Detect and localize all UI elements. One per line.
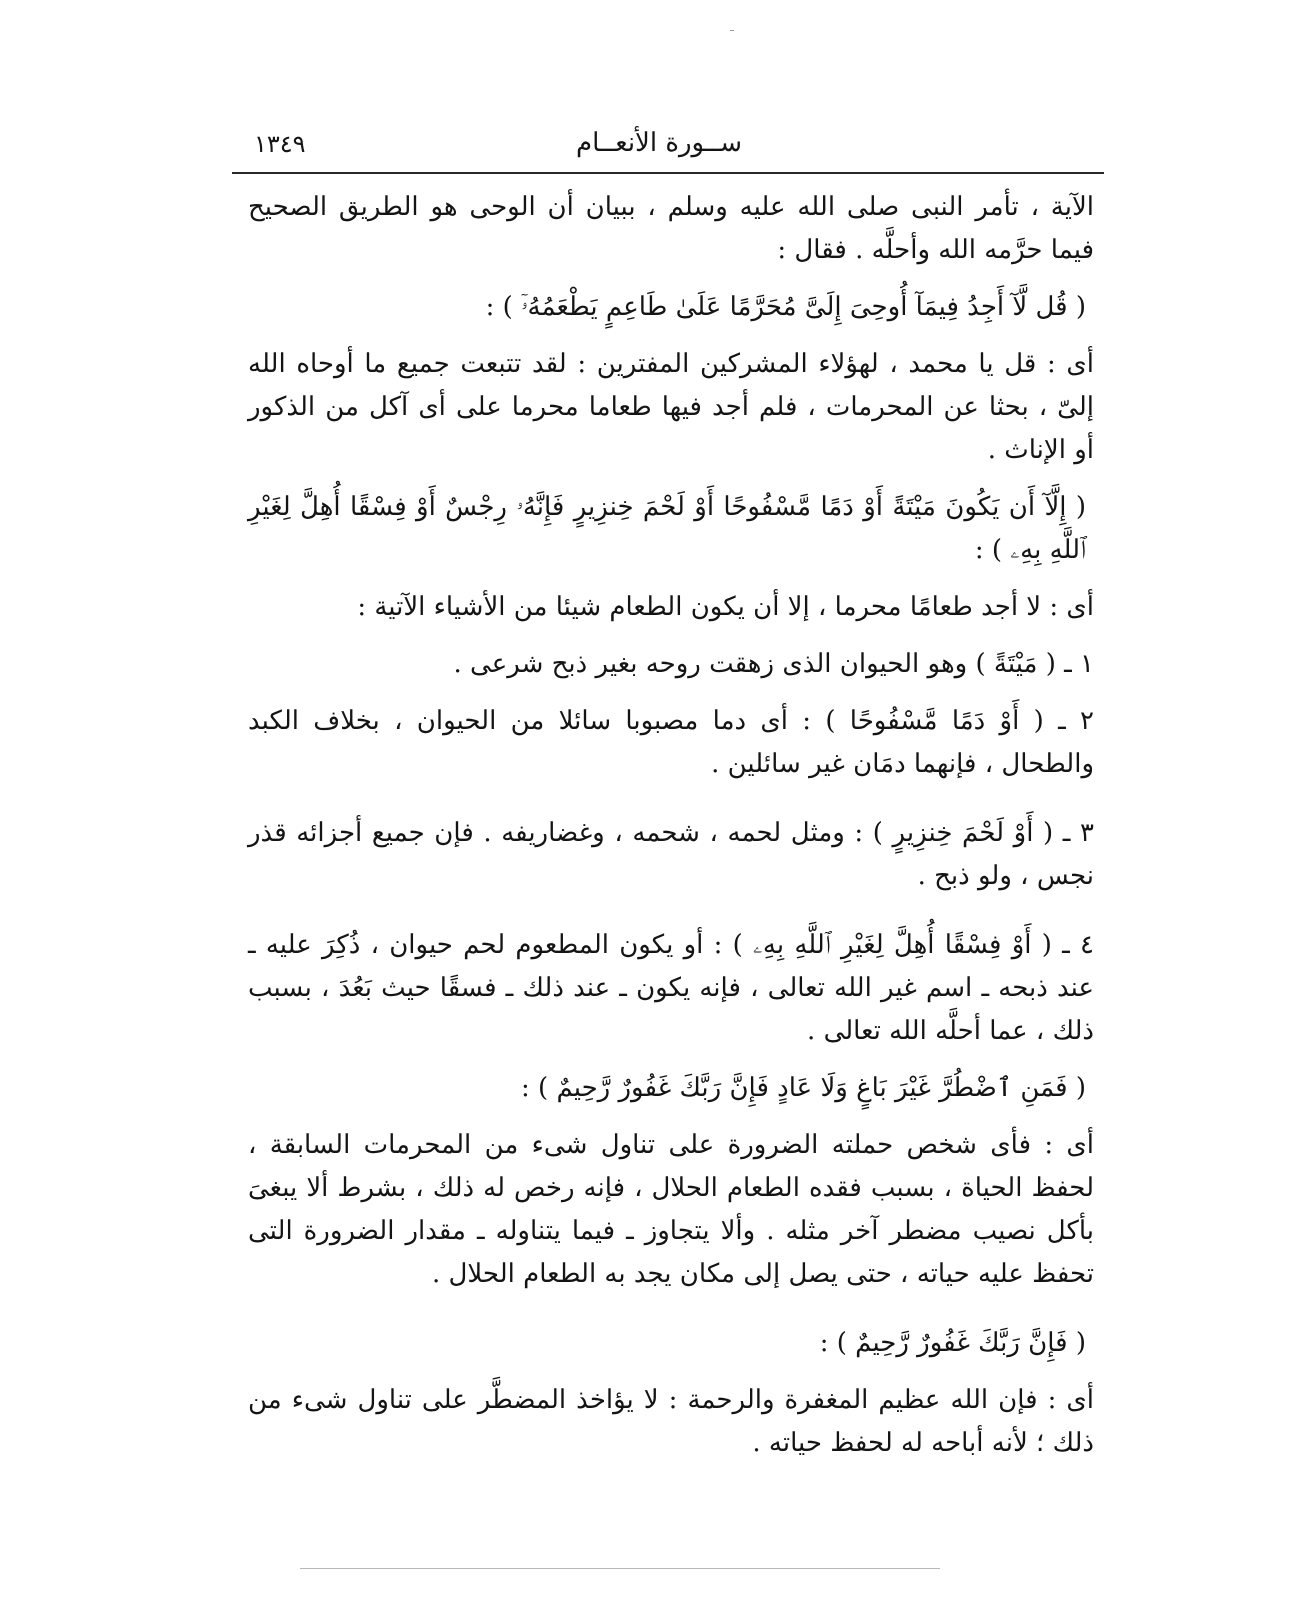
list-item-4: ٤ ـ ( أَوْ فِسْقًا أُهِلَّ لِغَيْرِ ٱللَّهِ بِهِۦ ) : أو يكون المطعوم لحم حيوان ، ذُكِرَ عليه ـ عند ذبحه ـ اسم غير الله تعالى ، فإنه يكون ـ عند ذلك ـ فسقًا حيث بَعُدَ ، بسبب ذلك ، عما أحلَّه الله تعالى . xyxy=(248,930,1094,1046)
surah-title: ســورة الأنعــام xyxy=(576,128,742,158)
list-item-3: ٣ ـ ( أَوْ لَحْمَ خِنزِيرٍ ) : ومثل لحمه ، شحمه ، وغضاريفه . فإن جميع أجزائه قذر نجس ، ولو ذبح . xyxy=(248,818,1094,891)
paragraph-explanation-3: أى : فأى شخص حملته الضرورة على تناول شىء من المحرمات السابقة ، لحفظ الحياة ، بسبب فقده الطعام الحلال ، فإنه رخص له ذلك ، بشرط ألا يبغىَ بأكل نصيب مضطر آخر مثله . وألا يتجاوز ـ فيما يتناوله ـ مقدار الضرورة التى تحفظ عليه حياته ، حتى يصل إلى مكان يجد به الطعام الحلال . xyxy=(248,1130,1094,1289)
page-header xyxy=(232,128,1102,168)
scan-speck xyxy=(730,30,734,31)
verse-quote-3: ( فَمَنِ ٱضْطُرَّ غَيْرَ بَاغٍ وَلَا عَادٍ فَإِنَّ رَبَّكَ غَفُورٌ رَّحِيمٌ ) : xyxy=(521,1073,1086,1103)
verse-quote-2: ( إِلَّآ أَن يَكُونَ مَيْتَةً أَوْ دَمًا مَّسْفُوحًا أَوْ لَحْمَ خِنزِيرٍ فَإِنَّهُۥ رِجْسٌ أَوْ فِسْقًا أُهِلَّ لِغَيْرِ ٱللَّهِ بِهِۦ ) : xyxy=(248,492,1086,565)
paragraph-intro: الآية ، تأمر النبى صلى الله عليه وسلم ، ببيان أن الوحى هو الطريق الصحيح فيما حرَّمه الله وأحلَّه . فقال : xyxy=(248,192,1094,265)
paragraph-explanation-1: أى : قل يا محمد ، لهؤلاء المشركين المفترين : لقد تتبعت جميع ما أوحاه الله إلىّ ، بحثا عن المحرمات ، فلم أجد فيها طعاما محرما على أى آكل من الذكور أو الإناث . xyxy=(248,349,1094,465)
verse-quote-1: ( قُل لَّآ أَجِدُ فِيمَآ أُوحِىَ إِلَىَّ مُحَرَّمًا عَلَىٰ طَاعِمٍ يَطْعَمُهُۥٓ ) : xyxy=(485,292,1086,322)
list-item-2: ٢ ـ ( أَوْ دَمًا مَّسْفُوحًا ) : أى دما مصبوبا سائلا من الحيوان ، بخلاف الكبد والطحال ، فإنهما دمَان غير سائلين . xyxy=(248,706,1094,779)
verse-quote-4: ( فَإِنَّ رَبَّكَ غَفُورٌ رَّحِيمٌ ) : xyxy=(819,1328,1086,1358)
page-number: ١٣٤٩ xyxy=(254,130,306,158)
paragraph-explanation-2: أى : لا أجد طعامًا محرما ، إلا أن يكون الطعام شيئا من الأشياء الآتية : xyxy=(357,592,1094,622)
footer-rule xyxy=(300,1568,940,1569)
page-body xyxy=(248,186,1094,1479)
list-item-1: ١ ـ ( مَيْتَةً ) وهو الحيوان الذى زهقت روحه بغير ذبح شرعى . xyxy=(453,649,1094,679)
paragraph-explanation-4: أى : فإن الله عظيم المغفرة والرحمة : لا يؤاخذ المضطَّر على تناول شىء من ذلك ؛ لأنه أباحه له لحفظ حياته . xyxy=(248,1385,1094,1458)
header-rule xyxy=(232,172,1104,174)
